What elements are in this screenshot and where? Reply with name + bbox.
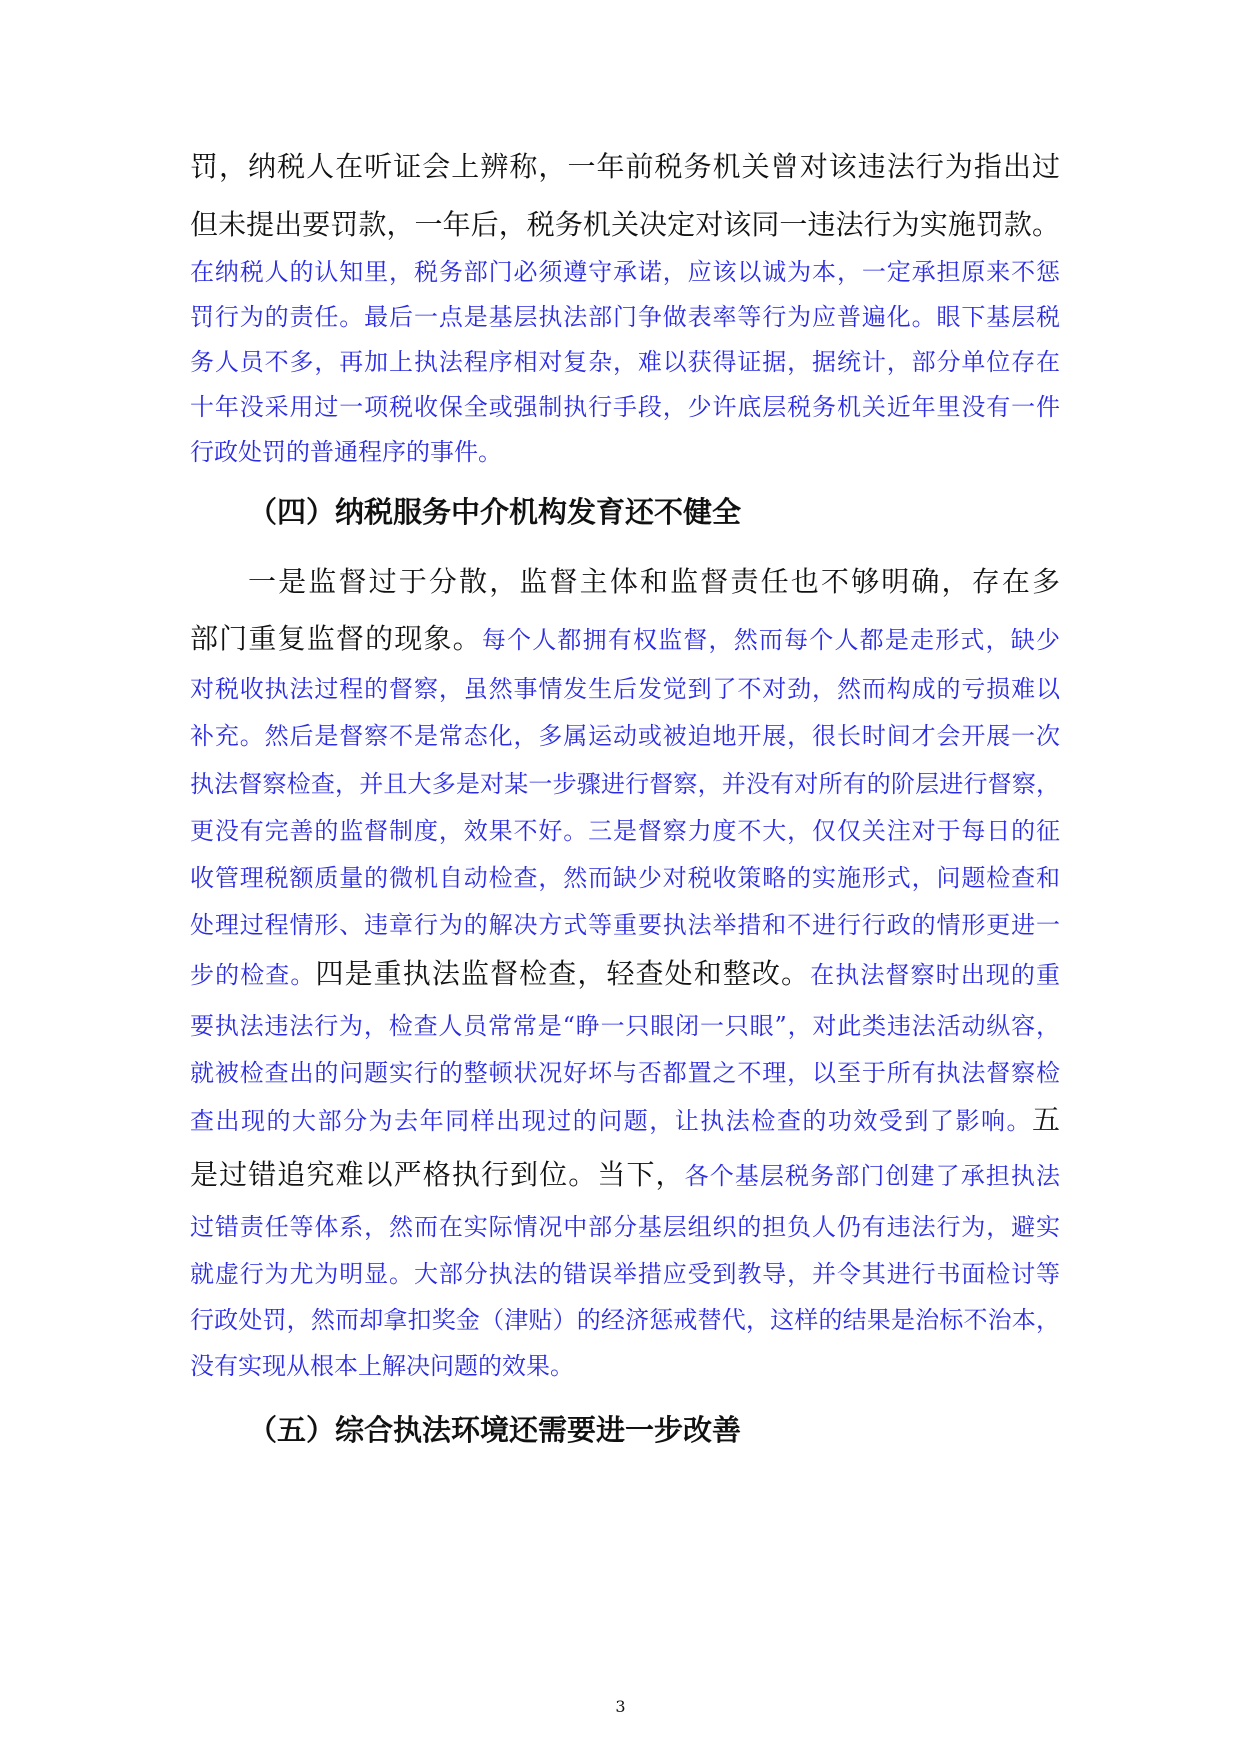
paragraph-line: 过错责任等体系，然而在实际情况中部分基层组织的担负人仍有违法行为，避实 — [190, 1213, 1060, 1241]
paragraph-line: 一是监督过于分散，监督主体和监督责任也不够明确，存在多 — [248, 565, 1060, 598]
paragraph-line: 查出现的大部分为去年同样出现过的问题，让执法检查的功效受到了影响。五 — [190, 1103, 1060, 1136]
paragraph-line: 务人员不多，再加上执法程序相对复杂，难以获得证据，据统计，部分单位存在 — [190, 348, 1060, 376]
paragraph-line: 处理过程情形、违章行为的解决方式等重要执法举措和不进行行政的情形更进一 — [190, 911, 1060, 939]
paragraph-line: 对税收执法过程的督察，虽然事情发生后发觉到了不对劲，然而构成的亏损难以 — [190, 675, 1060, 703]
paragraph-line: 部门重复监督的现象。每个人都拥有权监督，然而每个人都是走形式，缺少 — [190, 622, 1060, 655]
paragraph-line: 但未提出要罚款，一年后，税务机关决定对该同一违法行为实施罚款。 — [190, 208, 1060, 241]
paragraph-line: 是过错追究难以严格执行到位。当下，各个基层税务部门创建了承担执法 — [190, 1158, 1060, 1191]
paragraph-line: 行政处罚的普通程序的事件。 — [190, 438, 502, 466]
paragraph-line: 要执法违法行为，检查人员常常是“睁一只眼闭一只眼”，对此类违法活动纵容， — [190, 1012, 1060, 1040]
paragraph-line: 就被检查出的问题实行的整顿状况好坏与否都置之不理，以至于所有执法督察检 — [190, 1059, 1060, 1087]
section-heading: （四）纳税服务中介机构发育还不健全 — [248, 495, 742, 529]
page-number: 3 — [615, 1697, 626, 1716]
paragraph-line: 罚，纳税人在听证会上辨称，一年前税务机关曾对该违法行为指出过 — [190, 150, 1060, 183]
paragraph-line: 补充。然后是督察不是常态化，多属运动或被迫地开展，很长时间才会开展一次 — [190, 722, 1060, 750]
paragraph-line: 就虚行为尤为明显。大部分执法的错误举措应受到教导，并令其进行书面检讨等 — [190, 1260, 1060, 1288]
paragraph-line: 执法督察检查，并且大多是对某一步骤进行督察，并没有对所有的阶层进行督察， — [190, 770, 1060, 798]
paragraph-line: 步的检查。四是重执法监督检查，轻查处和整改。在执法督察时出现的重 — [190, 957, 1060, 990]
paragraph-line: 十年没采用过一项税收保全或强制执行手段，少许底层税务机关近年里没有一件 — [190, 393, 1060, 421]
paragraph-line: 没有实现从根本上解决问题的效果。 — [190, 1352, 574, 1380]
paragraph-line: 收管理税额质量的微机自动检查，然而缺少对税收策略的实施形式，问题检查和 — [190, 864, 1060, 892]
paragraph-line: 行政处罚，然而却拿扣奖金（津贴）的经济惩戒替代，这样的结果是治标不治本， — [190, 1306, 1060, 1334]
paragraph-line: 更没有完善的监督制度，效果不好。三是督察力度不大，仅仅关注对于每日的征 — [190, 817, 1060, 845]
paragraph-line: 罚行为的责任。最后一点是基层执法部门争做表率等行为应普遍化。眼下基层税 — [190, 303, 1060, 331]
section-heading: （五）综合执法环境还需要进一步改善 — [248, 1413, 742, 1447]
paragraph-line: 在纳税人的认知里，税务部门必须遵守承诺，应该以诚为本，一定承担原来不惩 — [190, 258, 1060, 286]
